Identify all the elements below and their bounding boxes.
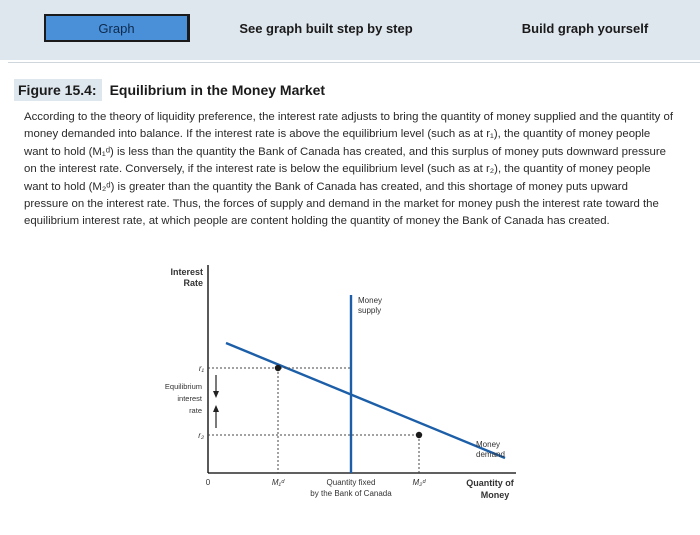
arrow-down-icon <box>213 375 219 398</box>
figure-title: Equilibrium in the Money Market <box>109 82 326 98</box>
figure-description: According to the theory of liquidity preference, the interest rate adjusts to bring the quantity of money supplied and the quantity of money demanded into balance. If the interest rate is above the equilibrium level (such as at r₁), the quantity of money people want to hold (M₁ᵈ) is less than the quantity the Bank of Canada has created, and this surplus of money puts downward pressure on the interest rate. Conversely, if the interest rate is below the equilibrium level (such as at r₂), the quantity of money people want to hold (M₂ᵈ) is greater than the quantity the Bank of Canada has created, and this shortage of money puts upward pressure on the interest rate. Thus, the forces of supply and demand in the market for money push the interest rate toward the equilibrium interest rate, at which people are content holding the quantity of money the Bank of Canada has created. <box>24 111 674 228</box>
equilibrium-label-line3: rate <box>189 406 202 415</box>
demand-label-line2: demand <box>476 450 505 459</box>
point-r1 <box>275 365 281 371</box>
arrow-up-icon <box>213 405 219 428</box>
demand-label-line1: Money <box>476 440 501 449</box>
figure-number: Figure 15.4: <box>14 79 102 101</box>
origin-label: 0 <box>205 478 211 487</box>
money-demand-curve <box>226 343 505 458</box>
y-axis-title-line2: Rate <box>183 278 203 288</box>
equilibrium-label-line2: interest <box>177 394 202 403</box>
graph-tab-bar <box>0 0 700 60</box>
m2-label: M₂ᵈ <box>412 478 426 487</box>
tab-build-graph[interactable]: Build graph yourself <box>521 20 649 36</box>
quantity-fixed-line1: Quantity fixed <box>326 478 376 487</box>
m1-label: M₁ᵈ <box>271 478 285 487</box>
r2-label: r₂ <box>198 431 204 440</box>
r1-label: r₁ <box>198 364 204 373</box>
point-r2 <box>416 432 422 438</box>
equilibrium-label-line1: Equilibrium <box>164 382 202 391</box>
money-market-graph <box>8 63 700 535</box>
figure-card <box>8 62 700 535</box>
supply-label-line1: Money <box>358 296 383 305</box>
x-axis-title-line2: Money <box>480 490 510 500</box>
x-axis-title-line1: Quantity of <box>466 478 514 488</box>
supply-label-line2: supply <box>358 306 382 315</box>
quantity-fixed-line2: by the Bank of Canada <box>310 489 392 498</box>
tab-step-by-step[interactable]: See graph built step by step <box>239 20 413 36</box>
tab-graph[interactable]: Graph <box>44 14 190 42</box>
y-axis-title-line1: Interest <box>170 267 203 277</box>
